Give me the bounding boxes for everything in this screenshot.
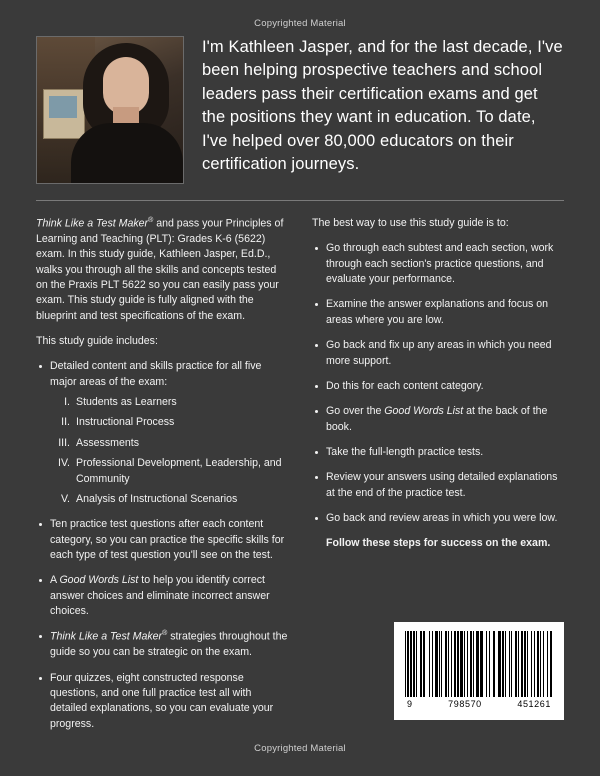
list-item (312, 379, 564, 394)
bullet-text: Review your answers using detailed explanations at the end of the practice test. (326, 471, 558, 499)
bullet-text-post: strategies throughout the guide so you can be strategic on the exam. (50, 630, 288, 659)
isbn-barcode (394, 622, 564, 720)
left-intro-body: and pass your Principles of Learning and Teaching (PLT): Grades K-6 (5622) exam. In this study guide, Kathleen Jasper, Ed.D., walks you through all the skills and concepts tested on the Praxis PLT 5622 so you can easily pass your exam. This study guide is fully aligned with the blueprint and test specifications of the exam. (36, 217, 284, 322)
bullet-text-pre: A (50, 574, 60, 587)
list-item (312, 445, 564, 460)
exam-area-label: Instructional Process (76, 416, 175, 429)
bullet-text: Go back and fix up any areas in which you need more support. (326, 339, 552, 367)
barcode-digits (405, 699, 553, 709)
list-item (50, 436, 288, 451)
exam-area-label: Assessments (76, 436, 139, 449)
exam-area-label: Professional Development, Leadership, and Community (76, 457, 282, 485)
roman-numeral: I. (64, 396, 70, 409)
left-intro-title: Think Like a Test Maker (36, 217, 149, 230)
bullet-text: Examine the answer explanations and focus on areas where you are low. (326, 298, 549, 326)
roman-numeral: III. (58, 436, 70, 449)
list-item (312, 470, 564, 501)
barcode-left-digit: 9 (407, 699, 413, 709)
list-item (36, 573, 288, 619)
list-item (50, 415, 288, 430)
photo-person-body (71, 123, 183, 184)
author-intro-text: I'm Kathleen Jasper, and for the last decade, I've been helping prospective teachers and school leaders pass their certification exams and get the positions they want in education. To date, I've helped over 80,000 educators on their certification journeys. (202, 38, 563, 174)
registered-mark-icon: ® (162, 630, 168, 638)
list-item (312, 404, 564, 435)
list-item (312, 338, 564, 369)
best-way-heading: The best way to use this study guide is to: (312, 217, 509, 229)
bullet-text: Detailed content and skills practice for all five major areas of the exam: (50, 360, 262, 388)
list-item (50, 456, 288, 487)
exam-area-label: Analysis of Instructional Scenarios (76, 492, 238, 505)
copyright-watermark-bottom: Copyrighted Material (254, 743, 346, 754)
bullet-text: Take the full-length practice tests. (326, 445, 484, 458)
bullet-text-pre: Go over the (326, 405, 385, 418)
bullet-text-post: at the back of the book. (326, 405, 548, 433)
study-guide-includes-heading: This study guide includes: (36, 335, 158, 348)
roman-numeral: V. (60, 492, 70, 505)
bullet-text: Do this for each content category. (326, 379, 484, 392)
left-bullet-list (36, 359, 288, 732)
barcode-group-1: 798570 (448, 699, 482, 709)
list-item (36, 359, 288, 507)
bullet-text: Go through each subtest and each section, work through each section's practice questions, and evaluate your performance. (326, 242, 554, 286)
roman-numeral: IV. (58, 457, 70, 470)
author-photo (36, 36, 184, 184)
right-bullet-list (312, 241, 564, 526)
left-column (36, 216, 288, 742)
left-intro-paragraph (36, 216, 288, 324)
barcode-bars (405, 631, 553, 697)
closing-statement: Follow these steps for success on the exam. (326, 537, 551, 550)
author-intro-section (36, 36, 564, 184)
think-like-a-test-maker-title: Think Like a Test Maker (50, 630, 163, 643)
good-words-list-title: Good Words List (384, 405, 464, 418)
list-item (312, 297, 564, 328)
registered-mark-icon: ® (148, 217, 154, 224)
roman-numeral: II. (61, 416, 70, 429)
list-item (36, 629, 288, 660)
barcode-bar (552, 631, 553, 697)
photo-book-prop (43, 89, 85, 139)
list-item (36, 671, 288, 732)
list-item (312, 241, 564, 287)
exam-areas-list (50, 395, 288, 507)
bullet-text-post: to help you identify correct answer choices and eliminate incorrect answer choices. (50, 574, 270, 618)
list-item (312, 511, 564, 526)
horizontal-rule (36, 200, 564, 201)
list-item (36, 517, 288, 563)
bullet-text: Four quizzes, eight constructed response questions, and one full practice test all with detailed explanations, so you can evaluate your progress. (50, 671, 274, 730)
bullet-text: Go back and review areas in which you were low. (326, 512, 558, 525)
good-words-list-title: Good Words List (59, 574, 139, 587)
copyright-watermark-top: Copyrighted Material (254, 18, 346, 29)
barcode-group-2: 451261 (517, 699, 551, 709)
bullet-text: Ten practice test questions after each content category, so you can practice the specific skills for each type of test question you'll see on the test. (50, 518, 285, 561)
exam-area-label: Students as Learners (76, 396, 177, 409)
list-item (50, 492, 288, 507)
list-item (50, 395, 288, 410)
